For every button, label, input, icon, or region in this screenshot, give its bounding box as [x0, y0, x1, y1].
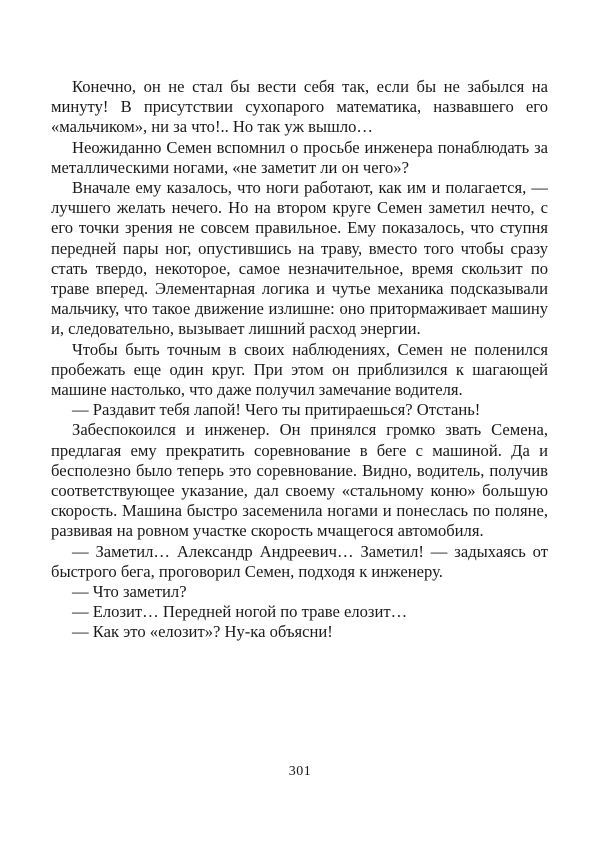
paragraph: Вначале ему казалось, что ноги работают, как им и полагается, — лучшего желать нечего. Но на втором круге Семен заметил нечто, с его точки зрения не совсем правильное. Ему показалось, что ступня передней пары ног, опустившись на траву, вместо того чтобы сразу стать твердо, некоторое, самое незначительное, время скользит по траве вперед. Элементарная логика и чутье механика подсказывали мальчику, что такое движение излишне: оно притормаживает машину и, следовательно, вызывает лишний расход энергии. [51, 178, 548, 339]
paragraph: Забеспокоился и инженер. Он принялся громко звать Семена, предлагая ему прекратить соревнование в беге с машиной. Да и бесполезно было теперь это соревнование. Видно, водитель, получив соответствующее указание, дал своему «стальному коню» большую скорость. Машина быстро засеменила ногами и понеслась по поляне, развивая на ровном участке скорость мчащегося автомобиля. [51, 420, 548, 541]
dialogue-line: — Елозит… Передней ногой по траве елозит… [72, 602, 408, 622]
dialogue-line: — Заметил… Александр Андреевич… Заметил! — задыхаясь от быстрого бега, проговорил Семен, подходя к инженеру. [51, 541, 548, 581]
page-text [51, 77, 548, 643]
paragraph: Конечно, он не стал бы вести себя так, если бы не забылся на минуту! В присутствии сухопарого математика, назвавшего его «мальчиком», ни за что!.. Но так уж вышло… [51, 77, 548, 137]
paragraph: Неожиданно Семен вспомнил о просьбе инженера понаблюдать за металлическими ногами, «не заметит ли он чего»? [51, 137, 548, 177]
dialogue-line: — Что заметил? [72, 582, 187, 602]
dialogue-line: — Как это «елозит»? Ну-ка объясни! [72, 622, 333, 642]
paragraph: Чтобы быть точным в своих наблюдениях, Семен не поленился пробежать еще один круг. При этом он приблизился к шагающей машине настолько, что даже получил замечание водителя. [51, 339, 548, 400]
page-number: 301 [288, 764, 312, 779]
dialogue-line: — Раздавит тебя лапой! Чего ты притираешься? Отстань! [72, 400, 481, 420]
